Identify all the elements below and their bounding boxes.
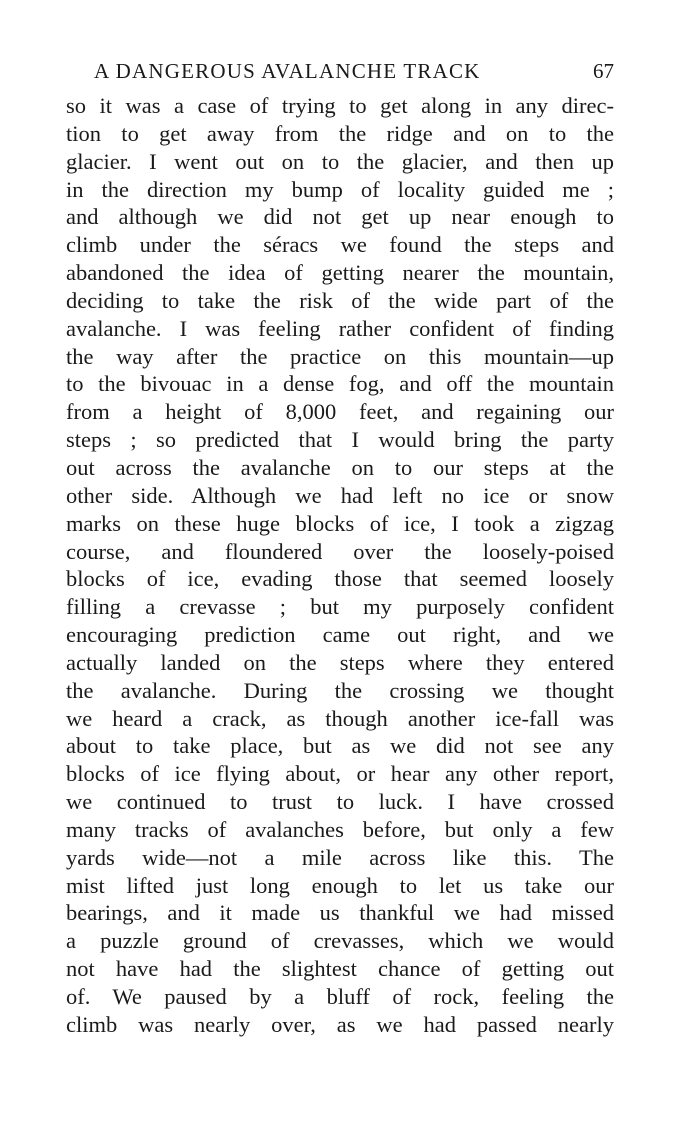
text-line: tion to get away from the ridge and on to the — [66, 120, 614, 146]
text-line: not have had the slightest chance of getting out — [66, 956, 614, 982]
text-line: of. We paused by a bluff of rock, feeling the — [66, 984, 614, 1009]
text-line: from a height of 8,000 feet, and regaining our — [66, 399, 614, 425]
text-line: filling a crevasse ; but my purposely confident — [66, 594, 614, 620]
text-line: blocks of ice flying about, or hear any other report, — [66, 761, 614, 787]
text-line: deciding to take the risk of the wide part of the — [66, 287, 614, 313]
text-line: in the direction my bump of locality guided me ; — [66, 176, 614, 202]
text-line: blocks of ice, evading those that seemed loosely — [66, 566, 614, 592]
text-line: a puzzle ground of crevasses, which we would — [66, 928, 614, 954]
text-line: course, and floundered over the loosely-poised — [66, 538, 614, 564]
text-line: we continued to trust to luck. I have crossed — [66, 789, 614, 815]
text-line: yards wide—not a mile across like this. The — [66, 844, 614, 870]
text-line: mist lifted just long enough to let us take our — [66, 872, 614, 898]
text-line: the way after the practice on this mountain—up — [66, 343, 614, 369]
body-text — [66, 92, 614, 1039]
text-line: steps ; so predicted that I would bring the party — [66, 427, 614, 453]
chapter-running-title: A DANGEROUS AVALANCHE TRACK — [94, 59, 481, 83]
text-line: climb was nearly over, as we had passed nearly — [66, 1011, 614, 1037]
text-line: out across the avalanche on to our steps at the — [66, 454, 614, 480]
text-line: the avalanche. During the crossing we thought — [66, 677, 614, 703]
text-line: glacier. I went out on to the glacier, and then up — [66, 148, 614, 174]
running-head — [66, 56, 614, 86]
text-line: so it was a case of trying to get along in any direc- — [66, 93, 614, 118]
text-line: avalanche. I was feeling rather confident of finding — [66, 315, 614, 341]
text-line: abandoned the idea of getting nearer the mountain, — [66, 260, 614, 286]
text-line: about to take place, but as we did not see any — [66, 733, 614, 759]
text-line: encouraging prediction came out right, and we — [66, 622, 614, 648]
text-line: and although we did not get up near enough to — [66, 204, 614, 230]
text-line: marks on these huge blocks of ice, I took a zigzag — [66, 510, 614, 536]
text-line: climb under the séracs we found the steps and — [66, 232, 614, 258]
page-number: 67 — [593, 59, 614, 83]
text-line: we heard a crack, as though another ice-fall was — [66, 705, 614, 731]
text-line: to the bivouac in a dense fog, and off the mountain — [66, 371, 614, 397]
text-line: many tracks of avalanches before, but only a few — [66, 816, 614, 842]
text-line: bearings, and it made us thankful we had missed — [66, 900, 614, 926]
text-line: actually landed on the steps where they entered — [66, 649, 614, 675]
text-line: other side. Although we had left no ice or snow — [66, 482, 614, 508]
